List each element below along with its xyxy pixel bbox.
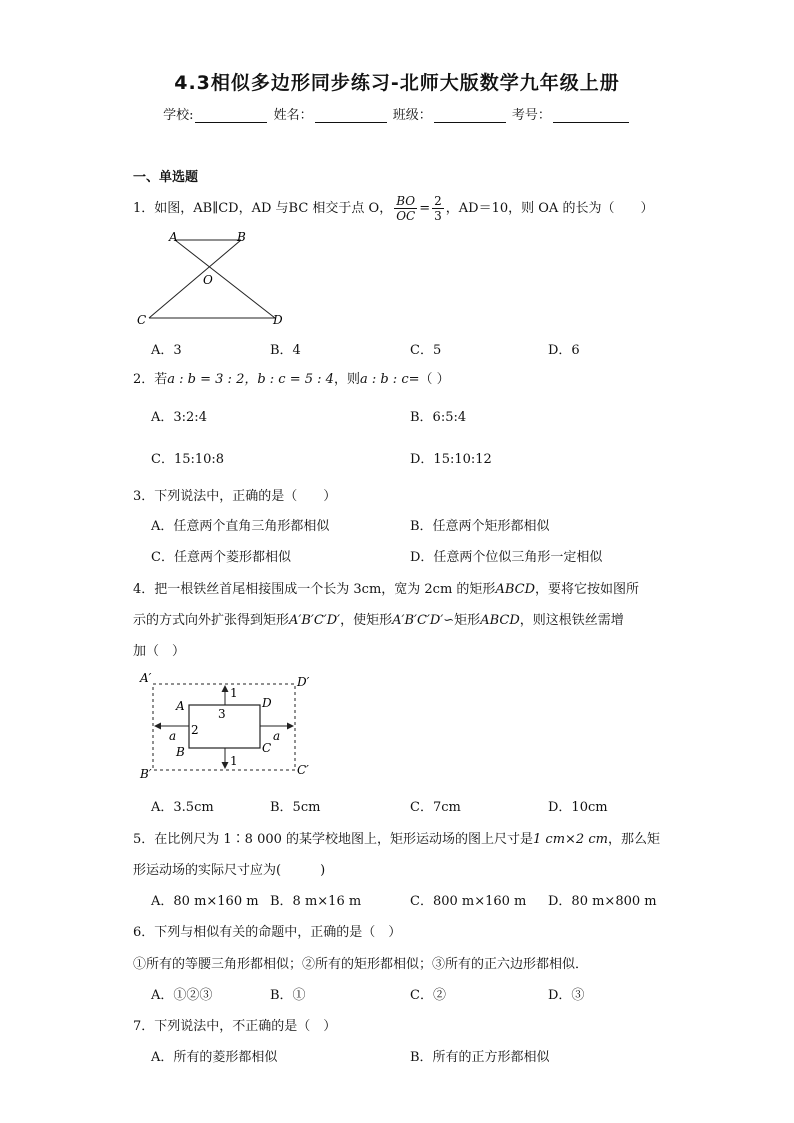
school-blank[interactable] (195, 108, 267, 123)
question-1-stem (133, 194, 653, 223)
q1-frac2-num: 2 (434, 194, 442, 208)
q4-label-d-prime: D′ (297, 675, 310, 689)
q4-outer-rectangle (153, 684, 295, 770)
q1-segment-ad (175, 240, 275, 318)
question-7-stem: 7．下列说法中，不正确的是（ ） (133, 1019, 337, 1034)
q7-option-b[interactable]: B．所有的正方形都相似 (410, 1050, 550, 1065)
q4-line2-b: A′B′C′D′ (289, 613, 341, 628)
q5-line1-a: 5．在比例尺为 1∶8 000 的某学校地图上，矩形运动场的图上尺寸是 (133, 832, 534, 847)
q4-label-height-2: 2 (191, 723, 199, 737)
q4-label-left-a: a (169, 729, 177, 743)
q4-option-d[interactable]: D．10cm (548, 800, 608, 815)
q5-option-d[interactable]: D．80 m×800 m (548, 894, 657, 909)
q1-label-o: O (203, 273, 213, 287)
q4-label-b: B (176, 745, 185, 759)
q3-option-a[interactable]: A．任意两个直角三角形都相似 (151, 519, 330, 534)
q4-label-d: D (262, 696, 272, 710)
q5-line1-b: 1 cm×2 cm (533, 832, 608, 847)
q4-line2-g: ，则这根铁丝需增 (519, 613, 624, 628)
q7-option-a[interactable]: A．所有的菱形都相似 (151, 1050, 278, 1065)
q2-expr-ab: a : b = 3 : 2， (167, 372, 258, 387)
q4-line2-e: ∽矩形 (443, 613, 481, 628)
q5-option-b[interactable]: B．8 m×16 m (270, 894, 362, 909)
q4-line1-b: ABCD (495, 582, 535, 597)
q4-label-top-1: 1 (230, 686, 238, 700)
name-blank[interactable] (315, 108, 387, 123)
q5-option-c[interactable]: C．800 m×160 m (410, 894, 527, 909)
q1-label-d: D (273, 313, 283, 327)
q1-stem-b: ，AD＝10，则 OA 的长为（ ） (445, 201, 654, 216)
q1-option-a[interactable]: A．3 (151, 343, 182, 358)
q2-stem-a: 2．若 (133, 372, 168, 387)
q4-option-a[interactable]: A．3.5cm (151, 800, 214, 815)
q1-fraction-bo-oc (394, 194, 417, 223)
class-blank[interactable] (434, 108, 506, 123)
q1-frac-den: OC (396, 209, 416, 223)
q2-stem-b: ，则 (333, 372, 360, 387)
q4-line2-f: ABCD (480, 613, 520, 628)
q4-label-bottom-1: 1 (230, 754, 238, 768)
q1-option-b[interactable]: B．4 (270, 343, 301, 358)
q1-figure (133, 228, 293, 328)
q2-option-d[interactable]: D．15:10:12 (410, 452, 492, 467)
question-4-line-3: 加（ ） (133, 644, 186, 659)
question-5-line-2: 形运动场的实际尺寸应为( ) (133, 863, 326, 878)
q6-option-c[interactable]: C．② (410, 988, 446, 1003)
q6-option-a[interactable]: A．①②③ (151, 988, 213, 1003)
q3-option-b[interactable]: B．任意两个矩形都相似 (410, 519, 550, 534)
q2-stem-c: =（ ） (408, 372, 450, 387)
q2-option-a[interactable]: A．3:2:4 (151, 410, 207, 425)
q4-label-width-3: 3 (218, 707, 226, 721)
q4-figure (136, 670, 326, 785)
q4-label-b-prime: B′ (140, 767, 152, 781)
q4-label-right-a: a (273, 729, 281, 743)
q4-option-c[interactable]: C．7cm (410, 800, 461, 815)
q1-label-a: A (169, 230, 178, 244)
q2-expr-bc: b : c = 5 : 4 (257, 372, 334, 387)
page-title: 4.3相似多边形同步练习-北师大版数学九年级上册 (174, 72, 620, 94)
q4-line2-c: ，使矩形 (340, 613, 393, 628)
q2-expr-abc: a : b : c (359, 372, 409, 387)
q4-option-b[interactable]: B．5cm (270, 800, 321, 815)
student-info-row (0, 104, 794, 123)
question-5-line-1 (133, 828, 660, 847)
q5-option-a[interactable]: A．80 m×160 m (151, 894, 259, 909)
q1-eq: = (419, 201, 431, 216)
q1-frac-num: BO (394, 194, 417, 209)
number-label: 考号： (511, 108, 551, 123)
q4-label-c: C (262, 741, 272, 755)
question-6-statements: ①所有的等腰三角形都相似；②所有的矩形都相似；③所有的正六边形都相似． (133, 957, 589, 972)
q4-line2-a: 示的方式向外扩张得到矩形 (133, 613, 290, 628)
q2-option-b[interactable]: B．6:5:4 (410, 410, 467, 425)
q1-frac2-den: 3 (434, 209, 442, 223)
q4-line2-d: A′B′C′D′ (392, 613, 444, 628)
q1-label-b: B (237, 230, 246, 244)
q5-line1-c: ，那么矩 (607, 832, 660, 847)
q1-segment-bc (149, 240, 241, 318)
q4-label-a: A (176, 699, 185, 713)
question-4-line-2 (133, 609, 624, 628)
question-6-stem: 6．下列与相似有关的命题中，正确的是（ ） (133, 925, 402, 940)
number-blank[interactable] (553, 108, 629, 123)
q1-option-d[interactable]: D．6 (548, 343, 580, 358)
q4-label-c-prime: C′ (297, 763, 309, 777)
question-2-stem (133, 368, 450, 387)
q2-option-c[interactable]: C．15:10:8 (151, 452, 225, 467)
q3-option-c[interactable]: C．任意两个菱形都相似 (151, 550, 291, 565)
q6-option-b[interactable]: B．① (270, 988, 306, 1003)
q3-option-d[interactable]: D．任意两个位似三角形一定相似 (410, 550, 603, 565)
question-3-stem: 3．下列说法中，正确的是（ ） (133, 489, 337, 504)
q4-label-a-prime: A′ (140, 671, 152, 685)
q4-line1-a: 4．把一根铁丝首尾相接围成一个长为 3cm，宽为 2cm 的矩形 (133, 582, 496, 597)
section-heading: 一、单选题 (133, 170, 199, 185)
q4-line1-c: ，要将它按如图所 (535, 582, 640, 597)
school-label: 学校: (163, 108, 194, 123)
q1-fraction-2-3 (432, 194, 444, 223)
q1-option-c[interactable]: C．5 (410, 343, 442, 358)
name-label: 姓名： (273, 108, 313, 123)
question-4-line-1 (133, 578, 639, 597)
q1-label-c: C (137, 313, 147, 327)
q6-option-d[interactable]: D．③ (548, 988, 585, 1003)
q1-stem-a: 1．如图，AB∥CD，AD 与BC 相交于点 O， (133, 201, 393, 216)
class-label: 班级： (392, 108, 432, 123)
